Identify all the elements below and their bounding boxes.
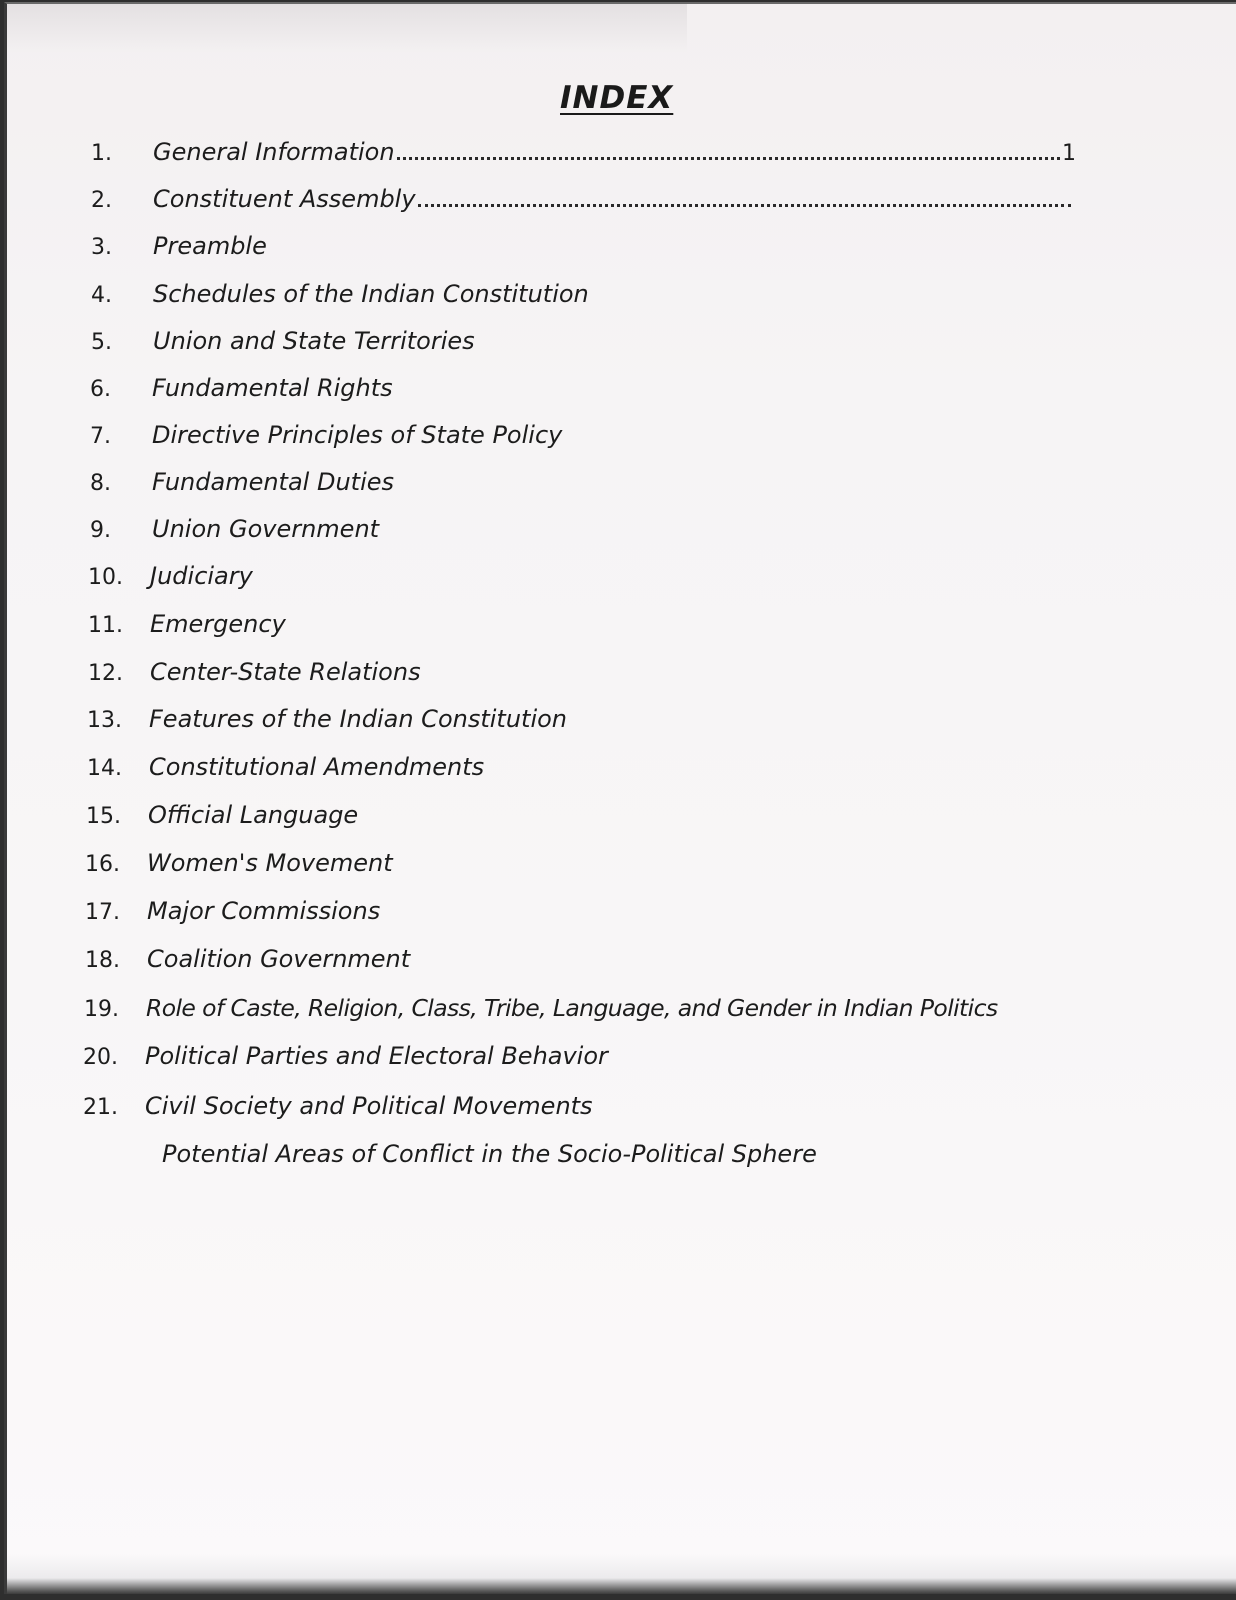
toc-entry-label: Center-State Relations [150, 658, 421, 686]
toc-entry-number: 8. [90, 471, 111, 496]
toc-entry-page: 1 [1062, 141, 1076, 166]
toc-entry [88, 562, 253, 590]
toc-entry-label: Fundamental Duties [152, 468, 395, 496]
toc-entry-number: 16. [85, 852, 120, 877]
toc-entry [90, 421, 562, 449]
toc-entry-number: 5. [91, 330, 112, 355]
toc-entry-label: Constituent Assembly [153, 185, 416, 213]
toc-entry-label: Features of the Indian Constitution [149, 705, 568, 733]
toc-entry-number: 6. [90, 377, 111, 402]
toc-entry-number: 9. [90, 518, 111, 543]
toc-entry-number: 2. [91, 188, 112, 213]
toc-entry-number: 1. [91, 141, 112, 166]
toc-entry [85, 945, 410, 973]
toc-entry-label: Schedules of the Indian Constitution [153, 280, 589, 308]
toc-entry-label: Judiciary [150, 562, 253, 590]
toc-entry-number: 20. [83, 1045, 118, 1070]
toc-entry [91, 232, 267, 260]
toc-entry [86, 801, 358, 829]
document-page [4, 2, 1236, 1594]
toc-entry [85, 849, 393, 877]
toc-entry-number: 18. [85, 948, 120, 973]
toc-entry [91, 138, 1076, 166]
toc-entry [91, 327, 475, 355]
toc-entry [88, 658, 421, 686]
toc-entry [85, 897, 380, 925]
toc-entry-label: Political Parties and Electoral Behavior [145, 1042, 608, 1070]
toc-entry-number: 17. [85, 900, 120, 925]
toc-entry-number: 19. [84, 997, 119, 1022]
toc-entry [90, 515, 379, 543]
toc-entry-label: Official Language [148, 801, 359, 829]
toc-entry-number: 21. [83, 1095, 118, 1120]
toc-entry-label: Civil Society and Political Movements [145, 1092, 593, 1120]
toc-entry-label: Major Commissions [147, 897, 381, 925]
toc-entry [91, 280, 589, 308]
toc-entry-label: Union Government [152, 515, 380, 543]
toc-entry-number: 11. [88, 613, 123, 638]
toc-entry [83, 1042, 608, 1070]
toc-entry [83, 1092, 593, 1120]
toc-entry-number: 4. [91, 283, 112, 308]
toc-entry-number: 14. [87, 756, 122, 781]
toc-entry [90, 374, 393, 402]
toc-entry [88, 610, 286, 638]
dot-leader [418, 204, 1071, 207]
page-title: INDEX [560, 80, 674, 116]
toc-entry-number: 15. [86, 804, 121, 829]
toc-entry-number: 13. [87, 708, 122, 733]
toc-entry-label: Emergency [150, 610, 286, 638]
dot-leader [397, 157, 1060, 160]
toc-entry [90, 468, 394, 496]
toc-entry-number: 12. [88, 661, 123, 686]
toc-entry-label: Preamble [153, 232, 267, 260]
toc-entry-number: 7. [90, 424, 111, 449]
toc-entry [84, 994, 998, 1022]
toc-entry [87, 705, 567, 733]
toc-entry-number: 3. [91, 235, 112, 260]
toc-entry-label: Role of Caste, Religion, Class, Tribe, Language, and Gender in Indian Politics [146, 994, 998, 1022]
toc-entry-number: 10. [88, 565, 123, 590]
toc-entry-label: Constitutional Amendments [149, 753, 485, 781]
toc-entry-label: Fundamental Rights [152, 374, 393, 402]
toc-entry [91, 185, 1073, 213]
toc-entry-label: General Information [153, 138, 395, 166]
toc-entry-label: Women's Movement [147, 849, 393, 877]
toc-entry-label: Directive Principles of State Policy [152, 421, 563, 449]
toc-sub-entry: Potential Areas of Conflict in the Socio-Political Sphere [162, 1140, 817, 1168]
toc-entry [87, 753, 484, 781]
toc-entry-label: Union and State Territories [153, 327, 475, 355]
toc-entry-label: Coalition Government [147, 945, 411, 973]
